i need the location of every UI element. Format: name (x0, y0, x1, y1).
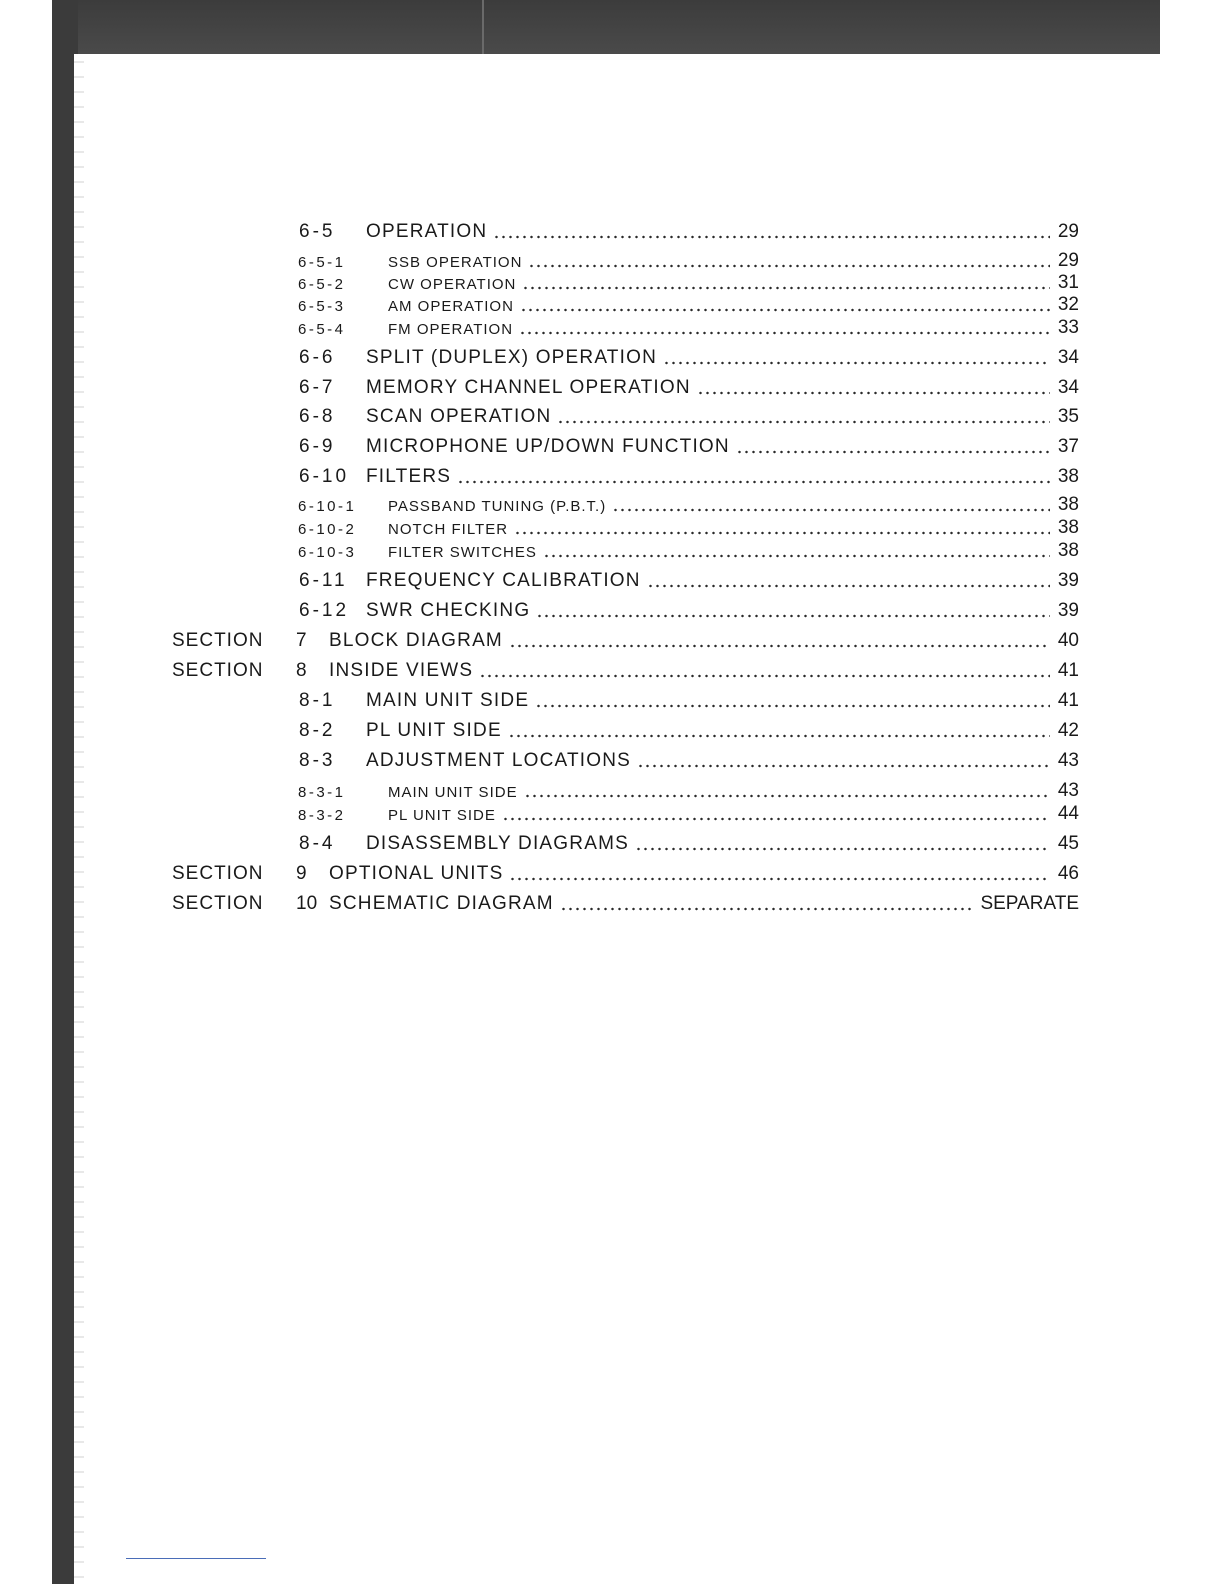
toc-leader-dots (560, 907, 972, 911)
toc-page-number: 38 (1057, 517, 1079, 538)
toc-leader-dots (635, 847, 1050, 851)
toc-leader-dots (524, 794, 1050, 798)
toc-leader-dots (514, 531, 1050, 535)
toc-entry-number: 6-9 (299, 436, 336, 457)
toc-entry[interactable] (0, 799, 1224, 823)
toc-page-number: 38 (1057, 540, 1079, 561)
toc-section-label: SECTION (172, 630, 264, 651)
toc-leader-dots (520, 308, 1050, 312)
toc-page-number: 45 (1057, 833, 1079, 854)
toc-page-number: 31 (1057, 272, 1079, 293)
toc-leader-dots (736, 450, 1050, 454)
toc-page-number: 37 (1057, 436, 1079, 457)
toc-page-number: 35 (1057, 406, 1079, 427)
toc-entry[interactable] (0, 402, 1224, 426)
toc-entry[interactable] (0, 343, 1224, 367)
toc-entry-number: 8 (296, 660, 307, 681)
bottom-rule (126, 1558, 266, 1559)
toc-entry-title: MICROPHONE UP/DOWN FUNCTION (366, 436, 730, 457)
toc-page-number: 39 (1057, 570, 1079, 591)
toc-entry-number: 6-5 (299, 221, 336, 242)
toc-leader-dots (519, 331, 1050, 335)
toc-page-number: 46 (1057, 863, 1079, 884)
toc-entry-title: SWR CHECKING (366, 600, 531, 621)
toc-entry[interactable] (0, 889, 1224, 913)
toc-page-number: 43 (1057, 780, 1079, 801)
toc-page-number: 44 (1057, 803, 1079, 824)
toc-entry[interactable] (0, 290, 1224, 314)
toc-section-label: SECTION (172, 863, 264, 884)
toc-entry-title: FM OPERATION (388, 321, 514, 338)
toc-page-number: 29 (1057, 250, 1079, 271)
toc-entry[interactable] (0, 596, 1224, 620)
toc-entry-title: FILTERS (366, 466, 452, 487)
toc-leader-dots (493, 235, 1050, 239)
toc-entry[interactable] (0, 536, 1224, 560)
toc-entry-number: 10 (296, 893, 318, 914)
toc-entry[interactable] (0, 686, 1224, 710)
toc-entry-title: NOTCH FILTER (388, 521, 509, 538)
toc-entry-title: OPERATION (366, 221, 488, 242)
toc-entry[interactable] (0, 829, 1224, 853)
toc-entry[interactable] (0, 859, 1224, 883)
toc-entry-title: SPLIT (DUPLEX) OPERATION (366, 347, 657, 368)
toc-entry-title: PL UNIT SIDE (388, 807, 496, 824)
toc-page-number: 29 (1057, 221, 1079, 242)
toc-entry-number: 6-5-1 (298, 254, 346, 271)
toc-entry-title: INSIDE VIEWS (329, 660, 474, 681)
toc-leader-dots (637, 764, 1050, 768)
toc-page-number: 42 (1057, 720, 1079, 741)
toc-entry-title: FILTER SWITCHES (388, 544, 537, 561)
toc-entry[interactable] (0, 490, 1224, 514)
toc-entry-title: PASSBAND TUNING (P.B.T.) (388, 498, 607, 515)
toc-entry-number: 9 (296, 863, 307, 884)
toc-entry[interactable] (0, 373, 1224, 397)
toc-entry-number: 8-3-1 (298, 784, 346, 801)
toc-leader-dots (557, 420, 1050, 424)
toc-entry[interactable] (0, 656, 1224, 680)
toc-entry-title: MAIN UNIT SIDE (366, 690, 530, 711)
toc-leader-dots (479, 674, 1050, 678)
toc-entry-number: 6-10-3 (298, 544, 357, 561)
toc-entry[interactable] (0, 268, 1224, 292)
toc-leader-dots (663, 361, 1050, 365)
toc-page-number: 33 (1057, 317, 1079, 338)
toc-entry[interactable] (0, 432, 1224, 456)
toc-entry-title: MAIN UNIT SIDE (388, 784, 518, 801)
toc-entry-number: 8-2 (299, 720, 336, 741)
toc-section-label: SECTION (172, 660, 264, 681)
toc-entry-number: 8-3-2 (298, 807, 346, 824)
toc-entry-title: CW OPERATION (388, 276, 517, 293)
toc-page-number: 43 (1057, 750, 1079, 771)
toc-entry-number: 6-5-2 (298, 276, 346, 293)
toc-entry-title: ADJUSTMENT LOCATIONS (366, 750, 632, 771)
toc-entry[interactable] (0, 217, 1224, 241)
toc-entry-number: 6-10-1 (298, 498, 357, 515)
toc-leader-dots (647, 584, 1050, 588)
toc-entry[interactable] (0, 313, 1224, 337)
toc-page-number: 38 (1057, 466, 1079, 487)
toc-page-number: 41 (1057, 660, 1079, 681)
toc-page-number: 32 (1057, 294, 1079, 315)
toc-entry[interactable] (0, 462, 1224, 486)
toc-page-number: 40 (1057, 630, 1079, 651)
toc-entry-number: 6-8 (299, 406, 336, 427)
toc-page-number: SEPARATE (980, 893, 1079, 914)
toc-entry-number: 8-1 (299, 690, 336, 711)
toc-leader-dots (612, 508, 1050, 512)
toc-page-number: 34 (1057, 377, 1079, 398)
toc-entry[interactable] (0, 566, 1224, 590)
toc-entry-number: 6-7 (299, 377, 336, 398)
toc-entry-title: FREQUENCY CALIBRATION (366, 570, 641, 591)
toc-entry-number: 8-4 (299, 833, 336, 854)
toc-leader-dots (502, 817, 1050, 821)
toc-leader-dots (508, 734, 1050, 738)
toc-entry-number: 6-5-4 (298, 321, 346, 338)
toc-leader-dots (543, 554, 1050, 558)
toc-entry-number: 6-10-2 (298, 521, 357, 538)
toc-entry-title: SSB OPERATION (388, 254, 523, 271)
toc-page-number: 38 (1057, 494, 1079, 515)
toc-leader-dots (536, 614, 1050, 618)
toc-section-label: SECTION (172, 893, 264, 914)
toc-entry-number: 6-11 (299, 570, 348, 591)
toc-entry-number: 7 (296, 630, 307, 651)
toc-leader-dots (697, 391, 1050, 395)
toc-page-number: 39 (1057, 600, 1079, 621)
toc-entry[interactable] (0, 716, 1224, 740)
toc-leader-dots (509, 877, 1050, 881)
toc-entry[interactable] (0, 746, 1224, 770)
toc-entry[interactable] (0, 626, 1224, 650)
toc-entry-title: SCHEMATIC DIAGRAM (329, 893, 554, 914)
toc-entry-title: BLOCK DIAGRAM (329, 630, 503, 651)
toc-entry-number: 8-3 (299, 750, 336, 771)
toc-entry-title: DISASSEMBLY DIAGRAMS (366, 833, 629, 854)
toc-entry-title: MEMORY CHANNEL OPERATION (366, 377, 691, 398)
toc-leader-dots (509, 644, 1050, 648)
toc-entry-title: PL UNIT SIDE (366, 720, 502, 741)
toc-entry[interactable] (0, 513, 1224, 537)
toc-entry[interactable] (0, 776, 1224, 800)
toc-entry-title: OPTIONAL UNITS (329, 863, 504, 884)
toc-entry-title: SCAN OPERATION (366, 406, 552, 427)
toc-page-number: 34 (1057, 347, 1079, 368)
toc-entry-number: 6-6 (299, 347, 336, 368)
toc-leader-dots (535, 704, 1050, 708)
toc-entry-title: AM OPERATION (388, 298, 514, 315)
toc-entry-number: 6-5-3 (298, 298, 346, 315)
toc-entry-number: 6-12 (299, 600, 350, 621)
toc-entry-number: 6-10 (299, 466, 350, 487)
toc-page-number: 41 (1057, 690, 1079, 711)
toc-entry[interactable] (0, 246, 1224, 270)
toc-leader-dots (457, 480, 1050, 484)
